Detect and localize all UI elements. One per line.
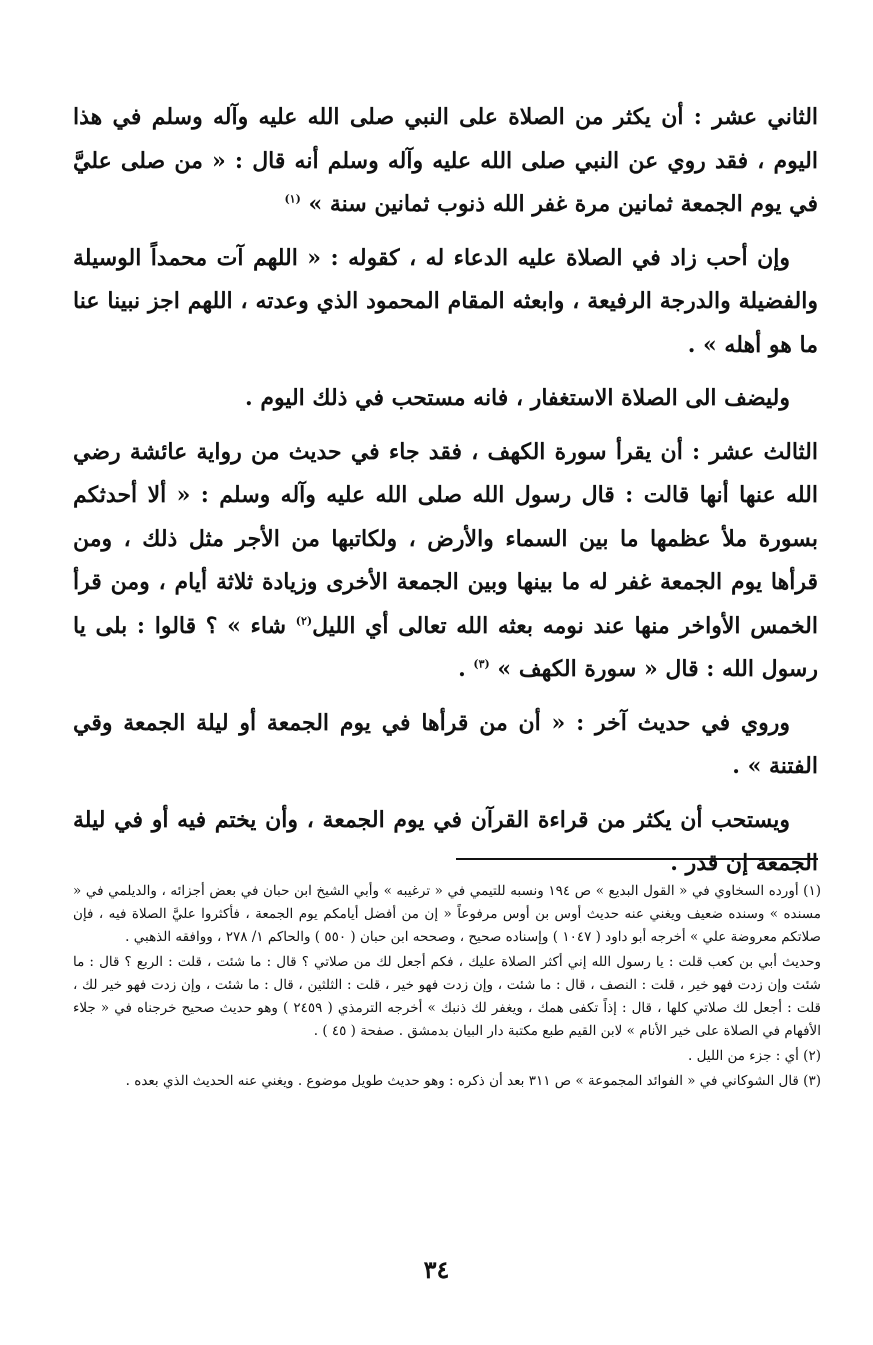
footnote-ref-2: (٢) [295,614,313,628]
section-label-12th: الثاني عشر [712,104,819,130]
section-label-13th: الثالث عشر [709,438,818,465]
paragraph-quran: ويستحب أن يكثر من قراءة القرآن في يوم الجمعة ، وأن يختم فيه أو في ليلة الجمعة إن قدر . [73,806,818,876]
paragraph-text: . [458,656,474,682]
footnote-3: (٣) قال الشوكاني في « الفوائد المجموعة » ص ٣١١ بعد أن ذكره : وهو حديث طويل موضوع . ويغني عنه الحديث الذي بعده . [125,1073,821,1089]
paragraph-13th [73,431,818,692]
paragraph-12th [73,96,818,227]
footnotes [73,880,821,1095]
footnote-1-continued: وحديث أبي بن كعب قلت : يا رسول الله إني أكثر الصلاة عليك ، فكم أجعل لك من صلاتي ؟ قال : ما شئت ، قلت : الربع ؟ قال : ما شئت وإن زدت فهو خير ، قلت : النصف ، قال : ما شئت ، وإن زدت فهو خير ، قلت : الثلثين ، قال : ما شئت ، وإن زدت فهو خير لك ، قلت : أجعل لك صلاتي كلها ، قال : إذاً تكفى همك ، ويغفر لك ذنبك » أخرجه الترمذي ( ٢٤٥٩ ) وهو حديث صحيح خرجناه في « جلاء الأفهام في الصلاة على خير الأنام » لابن القيم طبع مكتبة دار البيان بدمشق . صفحة ( ٤٥ ) . [73,954,821,1039]
paragraph-text: شاء » ؟ قالوا : بلى يا رسول الله : قال « سورة الكهف » [73,612,818,682]
paragraph-text: : أن يكثر من الصلاة على النبي صلى الله عليه وآله وسلم في هذا اليوم ، فقد روي عن النبي صلى الله عليه وآله وسلم أنه قال : « من صلى عليَّ في يوم الجمعة ثمانين مرة غفر الله ذنوب ثمانين سنة » [73,104,818,217]
footnote-divider [456,858,818,860]
paragraph-dua: وإن أحب زاد في الصلاة عليه الدعاء له ، كقوله : « اللهم آت محمداً الوسيلة والفضيلة والدرجة الرفيعة ، وابعثه المقام المحمود الذي وعدته ، اللهم اجز نبينا عنا ما هو أهله » . [73,244,818,358]
footnote-2: (٢) أي : جزء من الليل . [688,1048,821,1064]
main-text [73,96,818,896]
footnote-ref-1: (١) [284,192,301,206]
footnote-ref-3: (٣) [473,657,490,671]
footnote-1: (١) أورده السخاوي في « القول البديع » ص ١٩٤ ونسبه للتيمي في « ترغيبه » وأبي الشيخ ابن حبان في بعض أجزائه ، والديلمي في « مسنده » وسنده ضعيف ويغني عنه حديث أوس بن أوس مرفوعاً « إن من أفضل أيامكم يوم الجمعة ، فأكثروا عليَّ الصلاة فيه ، فإن صلاتكم معروضة علي » أخرجه أبو داود ( ١٠٤٧ ) وإسناده صحيح ، وصححه ابن حبان ( ٥٥٠ ) والحاكم ١/ ٢٧٨ ، ووافقه الذهبي . [73,883,821,945]
page-number: ٣٤ [423,1255,450,1284]
paragraph-text: : أن يقرأ سورة الكهف ، فقد جاء في حديث من رواية عائشة رضي الله عنها أنها قالت : قال رسول الله صلى الله عليه وآله وسلم : « ألا أحدثكم بسورة ملأ عظمها ما بين السماء والأرض ، ولكاتبها من الأجر مثل ذلك ، ومن قرأها يوم الجمعة غفر له ما بينها وبين الجمعة الأخرى وزيادة ثلاثة أيام ، ومن قرأ الخمس الأواخر منها عند نومه بعثه الله تعالى أي الليل [73,438,818,639]
paragraph-istighfar: وليضف الى الصلاة الاستغفار ، فانه مستحب في ذلك اليوم . [245,385,790,411]
paragraph-other-hadith: وروي في حديث آخر : « أن من قرأها في يوم الجمعة أو ليلة الجمعة وقي الفتنة » . [73,709,818,779]
